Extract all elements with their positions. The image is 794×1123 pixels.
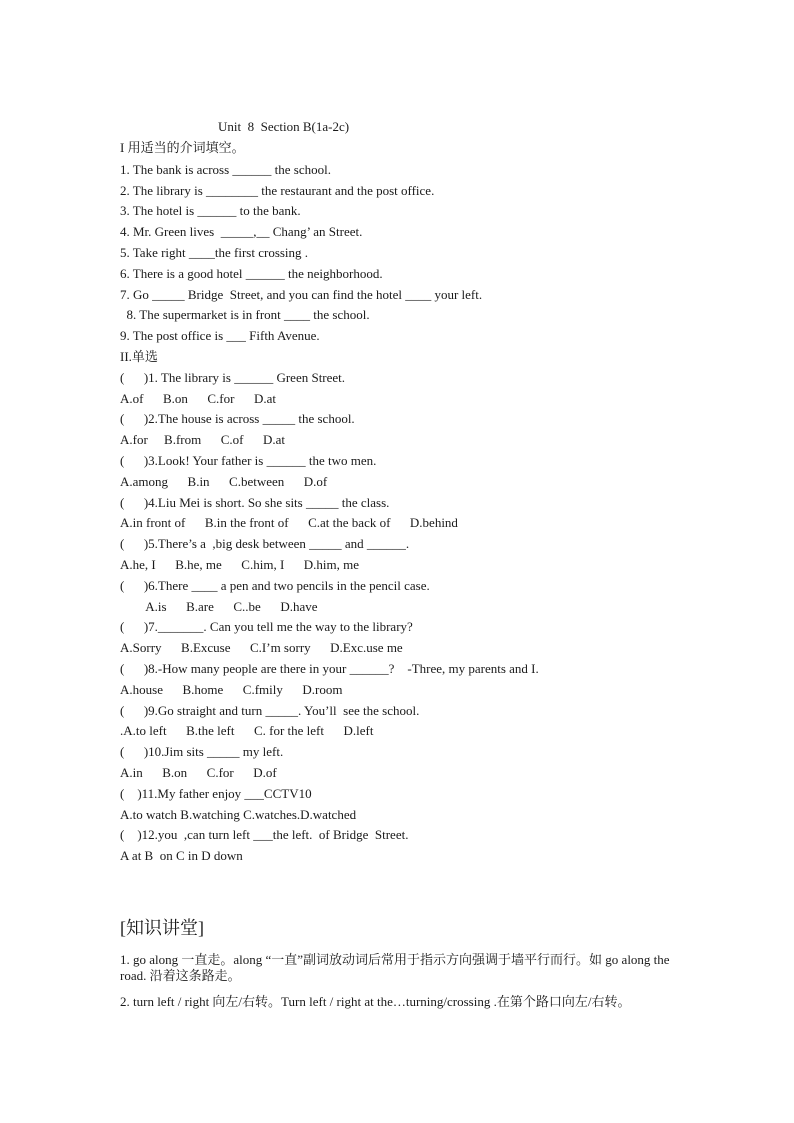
- mc-options-3: A.among B.in C.between D.of: [120, 474, 328, 489]
- fill-item-5: 5. Take right ____the first crossing .: [120, 245, 309, 260]
- page-title: Unit 8 Section B(1a-2c): [218, 119, 350, 134]
- mc-options-10: A.in B.on C.for D.of: [120, 765, 277, 780]
- mc-question-1: ( )1. The library is ______ Green Street.: [120, 370, 346, 385]
- mc-question-10: ( )10.Jim sits _____ my left.: [120, 744, 284, 759]
- knowledge-heading: [知识讲堂]: [120, 918, 204, 938]
- fill-item-3: 3. The hotel is ______ to the bank.: [120, 203, 301, 218]
- mc-options-5: A.he, I B.he, me C.him, I D.him, me: [120, 557, 360, 572]
- mc-question-8: ( )8.-How many people are there in your ______? -Three, my parents and I.: [120, 661, 539, 676]
- fill-item-9: 9. The post office is ___ Fifth Avenue.: [120, 328, 320, 343]
- fill-item-2: 2. The library is ________ the restaurant and the post office.: [120, 183, 435, 198]
- mc-question-11: ( )11.My father enjoy ___CCTV10: [120, 786, 312, 801]
- mc-options-2: A.for B.from C.of D.at: [120, 432, 286, 447]
- fill-item-4: 4. Mr. Green lives _____,__ Chang’ an Street.: [120, 224, 363, 239]
- knowledge-note-1: 1. go along 一直走。along “一直”副词放动词后常用于指示方向强调于墙平行而行。如 go along the road. 沿着这条路走。: [120, 952, 670, 983]
- mc-question-5: ( )5.There’s a ,big desk between _____ and ______.: [120, 536, 410, 551]
- mc-options-12: A at B on C in D down: [120, 848, 243, 863]
- mc-question-3: ( )3.Look! Your father is ______ the two men.: [120, 453, 377, 468]
- mc-options-4: A.in front of B.in the front of C.at the back of D.behind: [120, 515, 458, 530]
- mc-question-12: ( )12.you ,can turn left ___the left. of Bridge Street.: [120, 827, 409, 842]
- part1-heading: I 用适当的介词填空。: [120, 140, 245, 155]
- fill-item-6: 6. There is a good hotel ______ the neighborhood.: [120, 266, 383, 281]
- mc-question-9: ( )9.Go straight and turn _____. You’ll see the school.: [120, 703, 420, 718]
- fill-item-7: 7. Go _____ Bridge Street, and you can find the hotel ____ your left.: [120, 287, 483, 302]
- mc-question-4: ( )4.Liu Mei is short. So she sits _____ the class.: [120, 495, 390, 510]
- mc-options-11: A.to watch B.watching C.watches.D.watched: [120, 807, 357, 822]
- mc-options-6: A.is B.are C..be D.have: [120, 599, 318, 614]
- mc-options-8: A.house B.home C.fmily D.room: [120, 682, 343, 697]
- fill-item-8: 8. The supermarket is in front ____ the school.: [120, 307, 370, 322]
- knowledge-note-2: 2. turn left / right 向左/右转。Turn left / right at the…turning/crossing .在第个路口向左/右转。: [120, 994, 631, 1009]
- mc-question-2: ( )2.The house is across _____ the school.: [120, 411, 355, 426]
- part2-heading: II.单选: [120, 349, 158, 364]
- mc-options-7: A.Sorry B.Excuse C.I’m sorry D.Exc.use me: [120, 640, 403, 655]
- mc-question-7: ( )7._______. Can you tell me the way to the library?: [120, 619, 413, 634]
- mc-question-6: ( )6.There ____ a pen and two pencils in the pencil case.: [120, 578, 430, 593]
- fill-item-1: 1. The bank is across ______ the school.: [120, 162, 331, 177]
- mc-options-1: A.of B.on C.for D.at: [120, 391, 276, 406]
- mc-options-9: .A.to left B.the left C. for the left D.left: [120, 723, 374, 738]
